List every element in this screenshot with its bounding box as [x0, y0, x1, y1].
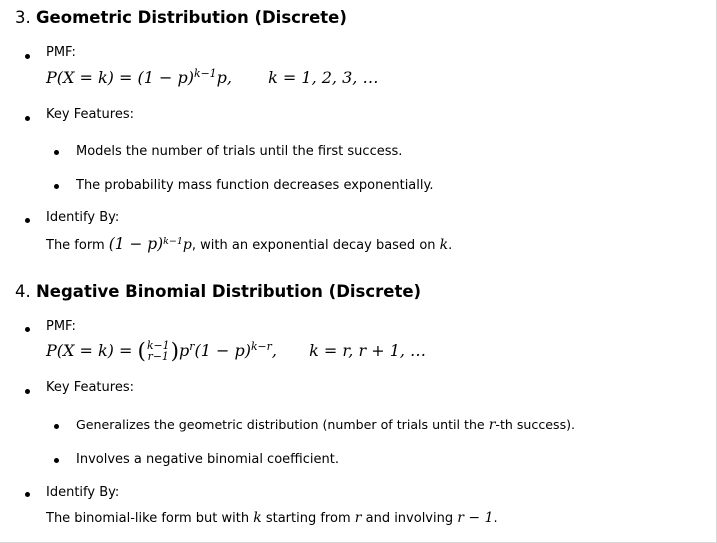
bullet-icon: [25, 218, 30, 223]
features-label: Key Features:: [46, 107, 134, 122]
binomial-coefficient: ( k−1 r−1 ): [137, 338, 179, 364]
identify-label: Identify By:: [46, 210, 120, 225]
identify-label: Identify By:: [46, 485, 120, 500]
bullet-icon: [25, 492, 30, 497]
bullet-icon: [25, 116, 30, 121]
section-heading-negative-binomial: 4. Negative Binomial Distribution (Discrete): [15, 282, 422, 301]
section-heading-geometric: 3. Geometric Distribution (Discrete): [15, 8, 347, 27]
bullet-icon: [54, 150, 59, 155]
bullet-icon: [25, 389, 30, 394]
bullet-icon: [25, 54, 30, 59]
pmf-formula-negative-binomial: P(X = k) = ( k−1 r−1 ) $p^r(1 - p)^{k-r}$, k = r, r + 1, …: [46, 338, 427, 364]
feature-item: Models the number of trials until the first success.: [76, 144, 403, 159]
feature-item: Generalizes the geometric distribution (number of trials until the r-th success).: [76, 417, 576, 433]
pmf-label: PMF:: [46, 319, 76, 334]
bullet-icon: [54, 184, 59, 189]
bullet-icon: [25, 327, 30, 332]
identify-text-geometric: The form $(1 - p)^{k-1}p$, with an exponential decay based on k.: [46, 235, 453, 253]
features-label: Key Features:: [46, 380, 134, 395]
pmf-formula-geometric: $P(X = k) = (1 - p)^{k-1}p$, k = 1, 2, 3, …: [46, 67, 379, 87]
feature-item: Involves a negative binomial coefficient.: [76, 452, 339, 467]
bullet-icon: [54, 424, 59, 429]
pmf-label: PMF:: [46, 45, 76, 60]
identify-text-negative-binomial: The binomial-like form but with k starting from r and involving r − 1.: [46, 510, 498, 526]
feature-item: The probability mass function decreases exponentially.: [76, 178, 434, 193]
bullet-icon: [54, 458, 59, 463]
